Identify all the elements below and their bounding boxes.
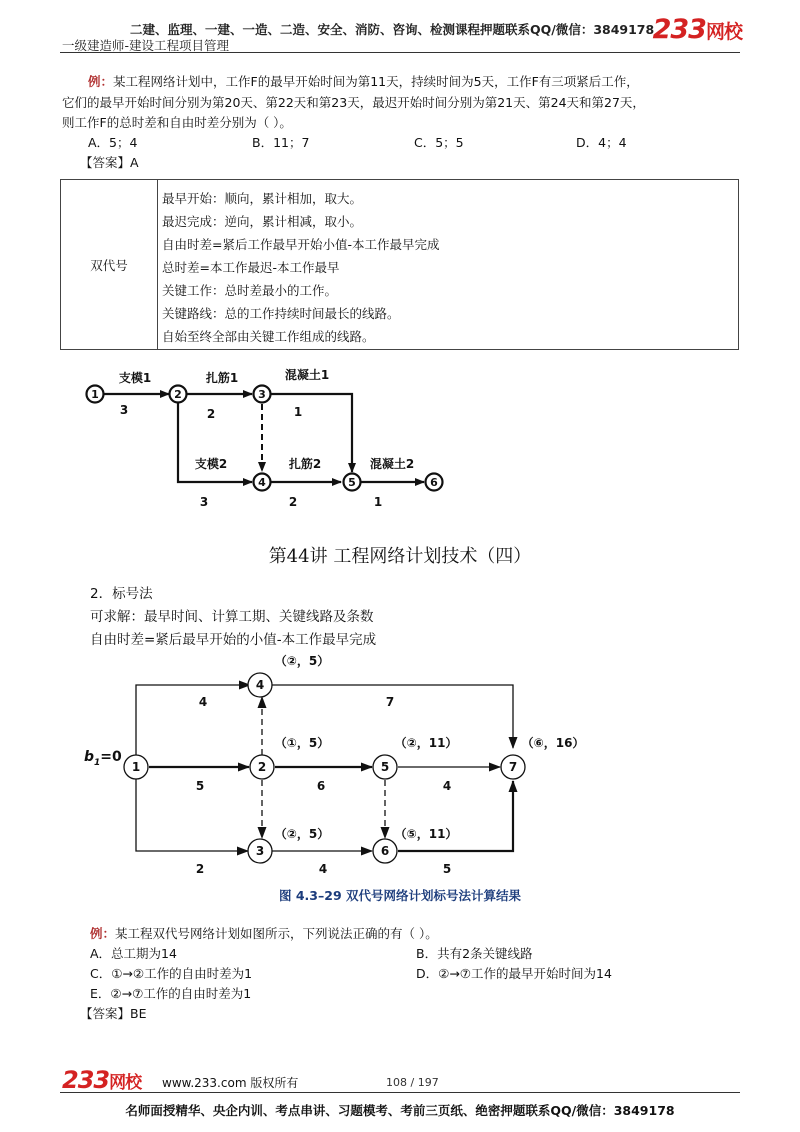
header-courses-line: 二建、监理、一建、一造、二造、安全、消防、咨询、检测课程押题联系QQ/微信：3849178 — [130, 22, 655, 37]
activity-duration: 1 — [293, 405, 303, 419]
activity-duration: 1 — [373, 495, 383, 509]
table-line: 总时差=本工作最迟-本工作最早 — [162, 260, 340, 275]
activity-name: 扎筋2 — [288, 457, 322, 471]
example1-line-2: 它们的最早开始时间分别为第20天、第22天和第23天，最迟开始时间分别为第21天、第24天和第27天， — [62, 95, 645, 110]
node-label: 7 — [508, 760, 518, 774]
footer-divider — [60, 1092, 740, 1093]
activity-duration: 3 — [119, 403, 129, 417]
activity-duration: 2 — [288, 495, 298, 509]
activity-name: 混凝土1 — [284, 368, 330, 382]
node-label: 2 — [257, 760, 267, 774]
method-line-2: 自由时差=紧后最早开始的小值-本工作最早完成 — [90, 632, 377, 648]
logo-number: 233 — [62, 1066, 110, 1094]
table-line: 自由时差=紧后工作最早开始小值-本工作最早完成 — [162, 237, 440, 252]
page-number: 108 / 197 — [386, 1076, 439, 1089]
activity-duration: 2 — [206, 407, 216, 421]
logo-text: 网校 — [109, 1073, 142, 1093]
duration-label: 4 — [198, 695, 208, 709]
example1-answer: 【答案】A — [80, 155, 139, 170]
table-line: 自始至终全部由关键工作组成的线路。 — [162, 329, 375, 344]
header-divider — [60, 52, 740, 53]
example2-answer: 【答案】BE — [80, 1006, 147, 1021]
node-label: 6 — [430, 476, 438, 489]
node-label: 5 — [380, 760, 390, 774]
node-label: 6 — [380, 844, 390, 858]
node-time-label: （⑤，11） — [394, 827, 458, 841]
node-label: 3 — [255, 844, 265, 858]
example1-prefix: 例： — [88, 74, 114, 89]
start-time-label: $b_1=0$ — [84, 749, 122, 768]
node-label: 4 — [255, 678, 265, 692]
node-time-label: （⑥，16） — [521, 736, 585, 750]
example1-option-b: B．11；7 — [252, 135, 310, 150]
activity-name: 支模1 — [118, 371, 152, 385]
table-line: 最迟完成：逆向，累计相减，取小。 — [162, 214, 363, 229]
table-line: 关键路线：总的工作持续时间最长的线路。 — [162, 306, 400, 321]
figure-caption: 图 4.3–29 双代号网络计划标号法计算结果 — [279, 888, 521, 903]
example1-option-d: D．4；4 — [576, 135, 627, 150]
brand-logo — [653, 14, 742, 45]
duration-label: 4 — [318, 862, 328, 876]
network-diagram-1 — [0, 360, 800, 525]
example1-option-c: C．5；5 — [414, 135, 464, 150]
node-time-label: （②，11） — [394, 736, 458, 750]
node-time-label: （②，5） — [274, 827, 330, 841]
example1-text-1: 某工程网络计划中，工作F的最早开始时间为第11天，持续时间为5天，工作F有三项紧后工作， — [113, 74, 639, 89]
node-label: 5 — [348, 476, 356, 489]
duration-label: 5 — [442, 862, 452, 876]
example1-line-1 — [88, 72, 639, 90]
logo-text: 网校 — [705, 21, 742, 43]
method-heading: 2．标号法 — [90, 586, 153, 602]
example2-option-a: A．总工期为14 — [90, 946, 177, 961]
duration-label: 7 — [385, 695, 395, 709]
activity-name: 混凝土2 — [369, 457, 415, 471]
node-label: 4 — [258, 476, 266, 489]
example1-line-3: 则工作F的总时差和自由时差分别为（ ）。 — [62, 115, 292, 130]
activity-duration: 3 — [199, 495, 209, 509]
method-line-1: 可求解：最早时间、计算工期、关键线路及条数 — [90, 609, 374, 625]
network-diagram-2 — [0, 650, 800, 882]
node-label: 2 — [174, 388, 182, 401]
node-time-label: （①，5） — [274, 736, 330, 750]
example2-question — [90, 924, 438, 942]
footer-promo-line: 名师面授精华、央企内训、考点串讲、习题模考、考前三页纸、绝密押题联系QQ/微信：3849178 — [125, 1103, 675, 1118]
duration-label: 2 — [195, 862, 205, 876]
duration-label: 5 — [195, 779, 205, 793]
duration-label: 6 — [316, 779, 326, 793]
node-label: 1 — [131, 760, 141, 774]
duration-label: 4 — [442, 779, 452, 793]
node-time-label: （②，5） — [274, 654, 330, 668]
table-line: 最早开始：顺向，累计相加，取大。 — [162, 191, 363, 206]
arrow-1-3 — [136, 776, 248, 851]
footer-site-copyright: www.233.com 版权所有 — [162, 1076, 299, 1090]
logo-number: 233 — [652, 14, 706, 45]
node-label: 3 — [258, 388, 266, 401]
example2-option-b: B．共有2条关键线路 — [416, 946, 533, 961]
example2-text: 某工程双代号网络计划如图所示，下列说法正确的有（ ）。 — [115, 926, 438, 941]
table-label: 双代号 — [61, 180, 158, 349]
activity-name: 支模2 — [194, 457, 228, 471]
footer-logo — [62, 1066, 141, 1094]
example2-option-e: E．②→⑦工作的自由时差为1 — [90, 986, 252, 1001]
node-label: 1 — [91, 388, 99, 401]
example2-option-c: C．①→②工作的自由时差为1 — [90, 966, 253, 981]
activity-name: 扎筋1 — [205, 371, 239, 385]
example1-option-a: A．5；4 — [88, 135, 138, 150]
arrow-1-4 — [136, 685, 250, 758]
example2-prefix: 例： — [90, 926, 116, 941]
lecture-title: 第44讲 工程网络计划技术（四） — [268, 546, 532, 567]
summary-table — [60, 179, 739, 350]
example2-option-d: D．②→⑦工作的最早开始时间为14 — [416, 966, 612, 981]
table-line: 关键工作：总时差最小的工作。 — [162, 283, 338, 298]
header-subject: 一级建造师-建设工程项目管理 — [62, 38, 230, 53]
